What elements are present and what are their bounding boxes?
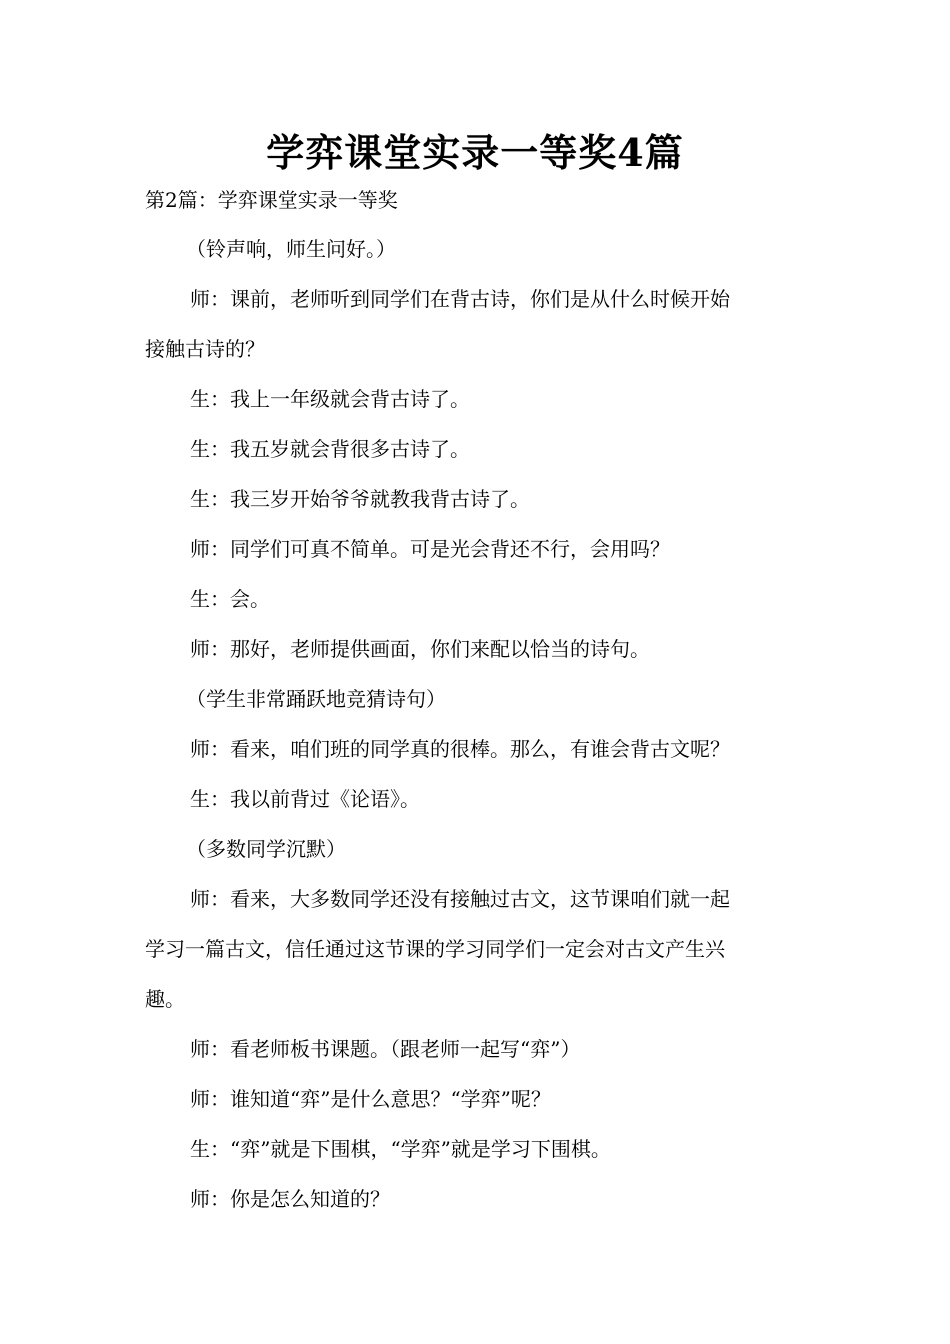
paragraph-line: 师：看来，大多数同学还没有接触过古文，这节课咱们就一起 [190,887,730,911]
paragraph-line: 生：我以前背过《论语》。 [190,787,420,811]
document-subtitle: 第2篇：学弈课堂实录一等奖 [145,188,398,212]
paragraph-line: 师：看老师板书课题。（跟老师一起写“弈”） [190,1037,581,1061]
paragraph-line: （铃声响，师生问好。） [186,237,396,261]
paragraph-line: 师：谁知道“弈”是什么意思？“学弈”呢？ [190,1087,551,1111]
paragraph-line: 生：“弈”就是下围棋，“学弈”就是学习下围棋。 [190,1137,611,1161]
paragraph-line: （学生非常踊跃地竞猜诗句） [186,687,446,711]
paragraph-line: 生：我三岁开始爷爷就教我背古诗了。 [190,487,530,511]
document-title: 学弈课堂实录一等奖4篇 [266,130,684,175]
paragraph-line: 生：我五岁就会背很多古诗了。 [190,437,470,461]
paragraph-line: 师：看来，咱们班的同学真的很棒。那么，有谁会背古文呢？ [190,737,730,761]
paragraph-line: 师：你是怎么知道的？ [190,1187,390,1211]
paragraph-line: 趣。 [145,987,185,1011]
paragraph-line: 师：那好，老师提供画面，你们来配以恰当的诗句。 [190,637,650,661]
paragraph-line: 师：同学们可真不简单。可是光会背还不行，会用吗？ [190,537,670,561]
paragraph-line: 生：我上一年级就会背古诗了。 [190,387,470,411]
paragraph-line: 学习一篇古文，信任通过这节课的学习同学们一定会对古文产生兴 [145,937,725,961]
paragraph-line: 接触古诗的？ [145,337,265,361]
paragraph-line: 师：课前，老师听到同学们在背古诗，你们是从什么时候开始 [190,287,730,311]
paragraph-line: 生：会。 [190,587,270,611]
paragraph-line: （多数同学沉默） [186,837,346,861]
